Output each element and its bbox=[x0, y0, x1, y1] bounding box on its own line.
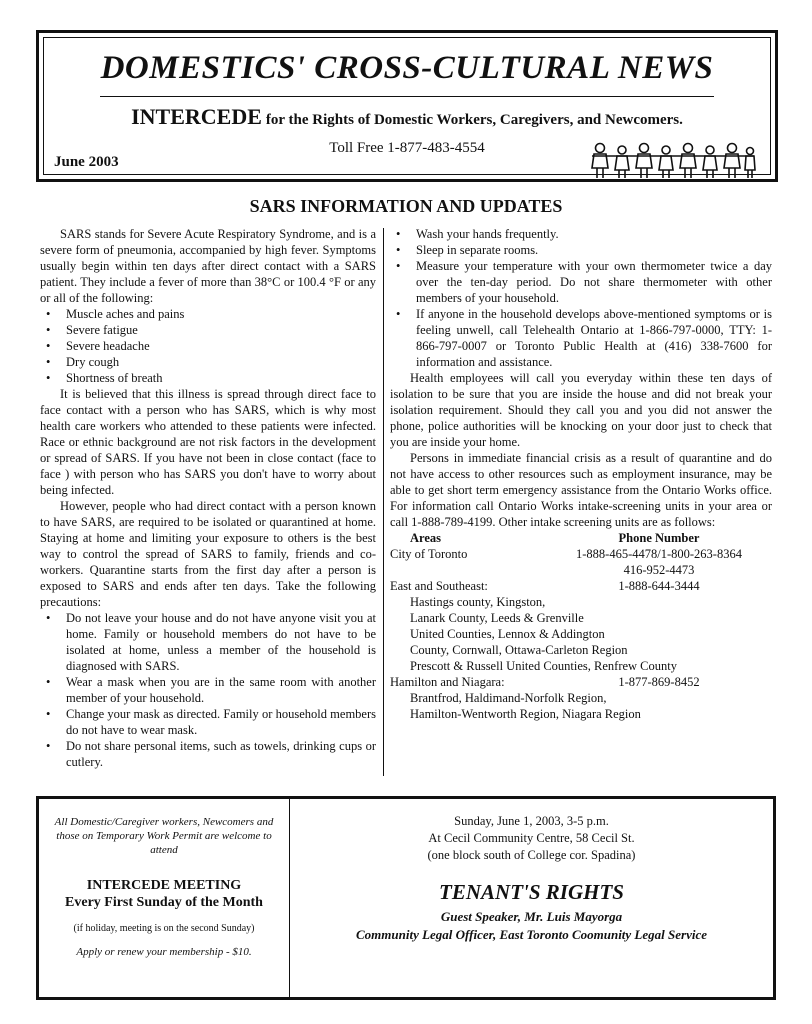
newsletter-title: DOMESTICS' CROSS-CULTURAL NEWS bbox=[100, 50, 714, 86]
area-phone: 1-877-869-8452 bbox=[618, 675, 700, 689]
organization-line bbox=[44, 104, 770, 130]
financial-aid-paragraph: Persons in immediate financial crisis as a result of quarantine and do not have access to other resources such as employment insurance, may be able to get short term emergency assistance from the Ontario Works office. For information call Ontario Works intake-screening units in your area or call 1-888-789-4199. Other intake screening units are as follows: bbox=[390, 451, 772, 529]
precaution-item: • Measure your temperature with your own thermometer twice a day over the ten-day period. Do not share thermometer with other members of your household. bbox=[390, 258, 772, 306]
region-line: Brantfrod, Haldimand-Norfolk Region, bbox=[410, 691, 607, 705]
intro-paragraph: SARS stands for Severe Acute Respiratory Syndrome, and is a severe form of pneumonia, accompanied by high fever. Symptoms usually begin within ten days after direct contact with a SARS patient. They include a fever of more than 38°C or 100.4 °F or any or all of the following: bbox=[40, 227, 376, 305]
health-calls-paragraph: Health employees will call you everyday within these ten days of isolation to be sure that you are inside the house and did not break your isolation requirement. Should they call you and you did not answer the phone, police authorities will be knocking on your door just to check that you are inside your home. bbox=[390, 371, 772, 449]
area-phone: 1-888-465-4478/1-800-263-8364 bbox=[576, 547, 742, 561]
region-line: United Counties, Lennox & Addington bbox=[410, 627, 605, 641]
article-right-column bbox=[390, 226, 772, 722]
region-line: Lanark County, Leeds & Grenville bbox=[410, 611, 584, 625]
tenant-rights-panel bbox=[290, 799, 773, 997]
meeting-heading bbox=[39, 877, 289, 911]
precaution-item: • Sleep in separate rooms. bbox=[390, 242, 772, 258]
membership-note: Apply or renew your membership - $10. bbox=[76, 946, 252, 958]
areas-header: Areas bbox=[410, 531, 442, 545]
meeting-schedule: Every First Sunday of the Month bbox=[65, 895, 263, 910]
area-phone: 416-952-4473 bbox=[623, 563, 695, 577]
symptom-item: • Shortness of breath bbox=[40, 370, 376, 386]
title-rule bbox=[100, 96, 714, 97]
toll-free-number: Toll Free 1-877-483-4554 bbox=[329, 140, 485, 156]
precaution-item: • Wash your hands frequently. bbox=[390, 226, 772, 242]
precaution-item: • Change your mask as directed. Family or household members do not have to wear mask. bbox=[40, 706, 376, 738]
intake-units-table bbox=[390, 530, 772, 722]
speaker-affiliation: Community Legal Officer, East Toronto Coomunity Legal Service bbox=[355, 927, 707, 942]
region-line: Prescott & Russell United Counties, Renfrew County bbox=[410, 659, 677, 673]
event-venue: At Cecil Community Centre, 58 Cecil St. bbox=[428, 831, 635, 845]
events-box bbox=[36, 796, 776, 1000]
precautions-list-continued bbox=[390, 226, 772, 370]
article-title: SARS INFORMATION AND UPDATES bbox=[249, 196, 563, 216]
meeting-invitation: All Domestic/Caregiver workers, Newcomers and those on Temporary Work Permit are welcome to attend bbox=[54, 816, 274, 856]
masthead-inner-border bbox=[43, 37, 771, 175]
symptoms-list bbox=[40, 306, 376, 386]
symptom-item: • Severe headache bbox=[40, 338, 376, 354]
symptom-item: • Muscle aches and pains bbox=[40, 306, 376, 322]
issue-date: June 2003 bbox=[54, 154, 119, 170]
quarantine-paragraph: However, people who had direct contact with a person known to have SARS, are required to be isolated or quarantined at home. Staying at home and limiting your exposure to others is the best way to control the spread of SARS to family, friends and co-workers. Quarantine starts from the first day after a person is exposed to SARS and ends after ten days. Take the following precautions: bbox=[40, 499, 376, 609]
people-holding-hands-icon bbox=[588, 142, 758, 180]
masthead bbox=[36, 30, 778, 182]
precaution-item: • Do not share personal items, such as towels, drinking cups or cutlery. bbox=[40, 738, 376, 770]
transmission-paragraph: It is believed that this illness is spread through direct face to face contact with a person who has SARS, which is why most health care workers who attended to these patients were infected. Race or ethnic background are not risk factors in the development or spread of SARS. If you have not been in close contact (face to face ) with person who has SARS you don't have to worry about being infected. bbox=[40, 387, 376, 497]
article-left-column bbox=[40, 226, 376, 770]
holiday-note: (if holiday, meeting is on the second Sunday) bbox=[73, 923, 255, 934]
meeting-panel bbox=[39, 799, 290, 997]
symptom-item: • Severe fatigue bbox=[40, 322, 376, 338]
symptom-item: • Dry cough bbox=[40, 354, 376, 370]
meeting-title: INTERCEDE MEETING bbox=[86, 878, 242, 893]
column-divider bbox=[383, 228, 384, 776]
region-line: County, Cornwall, Ottawa-Carleton Region bbox=[410, 643, 628, 657]
event-title: TENANT'S RIGHTS bbox=[439, 880, 624, 904]
area-name: East and Southeast: bbox=[390, 579, 488, 593]
precaution-item: • Do not leave your house and do not have anyone visit you at home. Family or household members do not have to be isolated at home, unless a member of the household is diagnosed with SARS. bbox=[40, 610, 376, 674]
precaution-item: • If anyone in the household develops above-mentioned symptoms or is feeling unwell, call Telehealth Ontario at 1-866-797-0000, TTY: 1-866-797-0007 or Toronto Public Health at (416) 338-7600 for information and assistance. bbox=[390, 306, 772, 370]
event-details bbox=[290, 813, 773, 864]
precaution-item: • Wear a mask when you are in the same room with another member of your household. bbox=[40, 674, 376, 706]
organization-name: INTERCEDE bbox=[131, 104, 262, 129]
guest-speaker: Guest Speaker, Mr. Luis Mayorga bbox=[440, 909, 623, 924]
event-datetime: Sunday, June 1, 2003, 3-5 p.m. bbox=[454, 814, 609, 828]
phone-header: Phone Number bbox=[618, 531, 700, 545]
area-name: Hamilton and Niagara: bbox=[390, 675, 505, 689]
region-line: Hamilton-Wentworth Region, Niagara Region bbox=[410, 707, 641, 721]
area-phone: 1-888-644-3444 bbox=[618, 579, 700, 593]
organization-tagline: for the Rights of Domestic Workers, Caregivers, and Newcomers. bbox=[265, 112, 683, 128]
region-line: Hastings county, Kingston, bbox=[410, 595, 546, 609]
event-directions: (one block south of College cor. Spadina) bbox=[427, 848, 636, 862]
precautions-list bbox=[40, 610, 376, 770]
area-name: City of Toronto bbox=[390, 547, 468, 561]
